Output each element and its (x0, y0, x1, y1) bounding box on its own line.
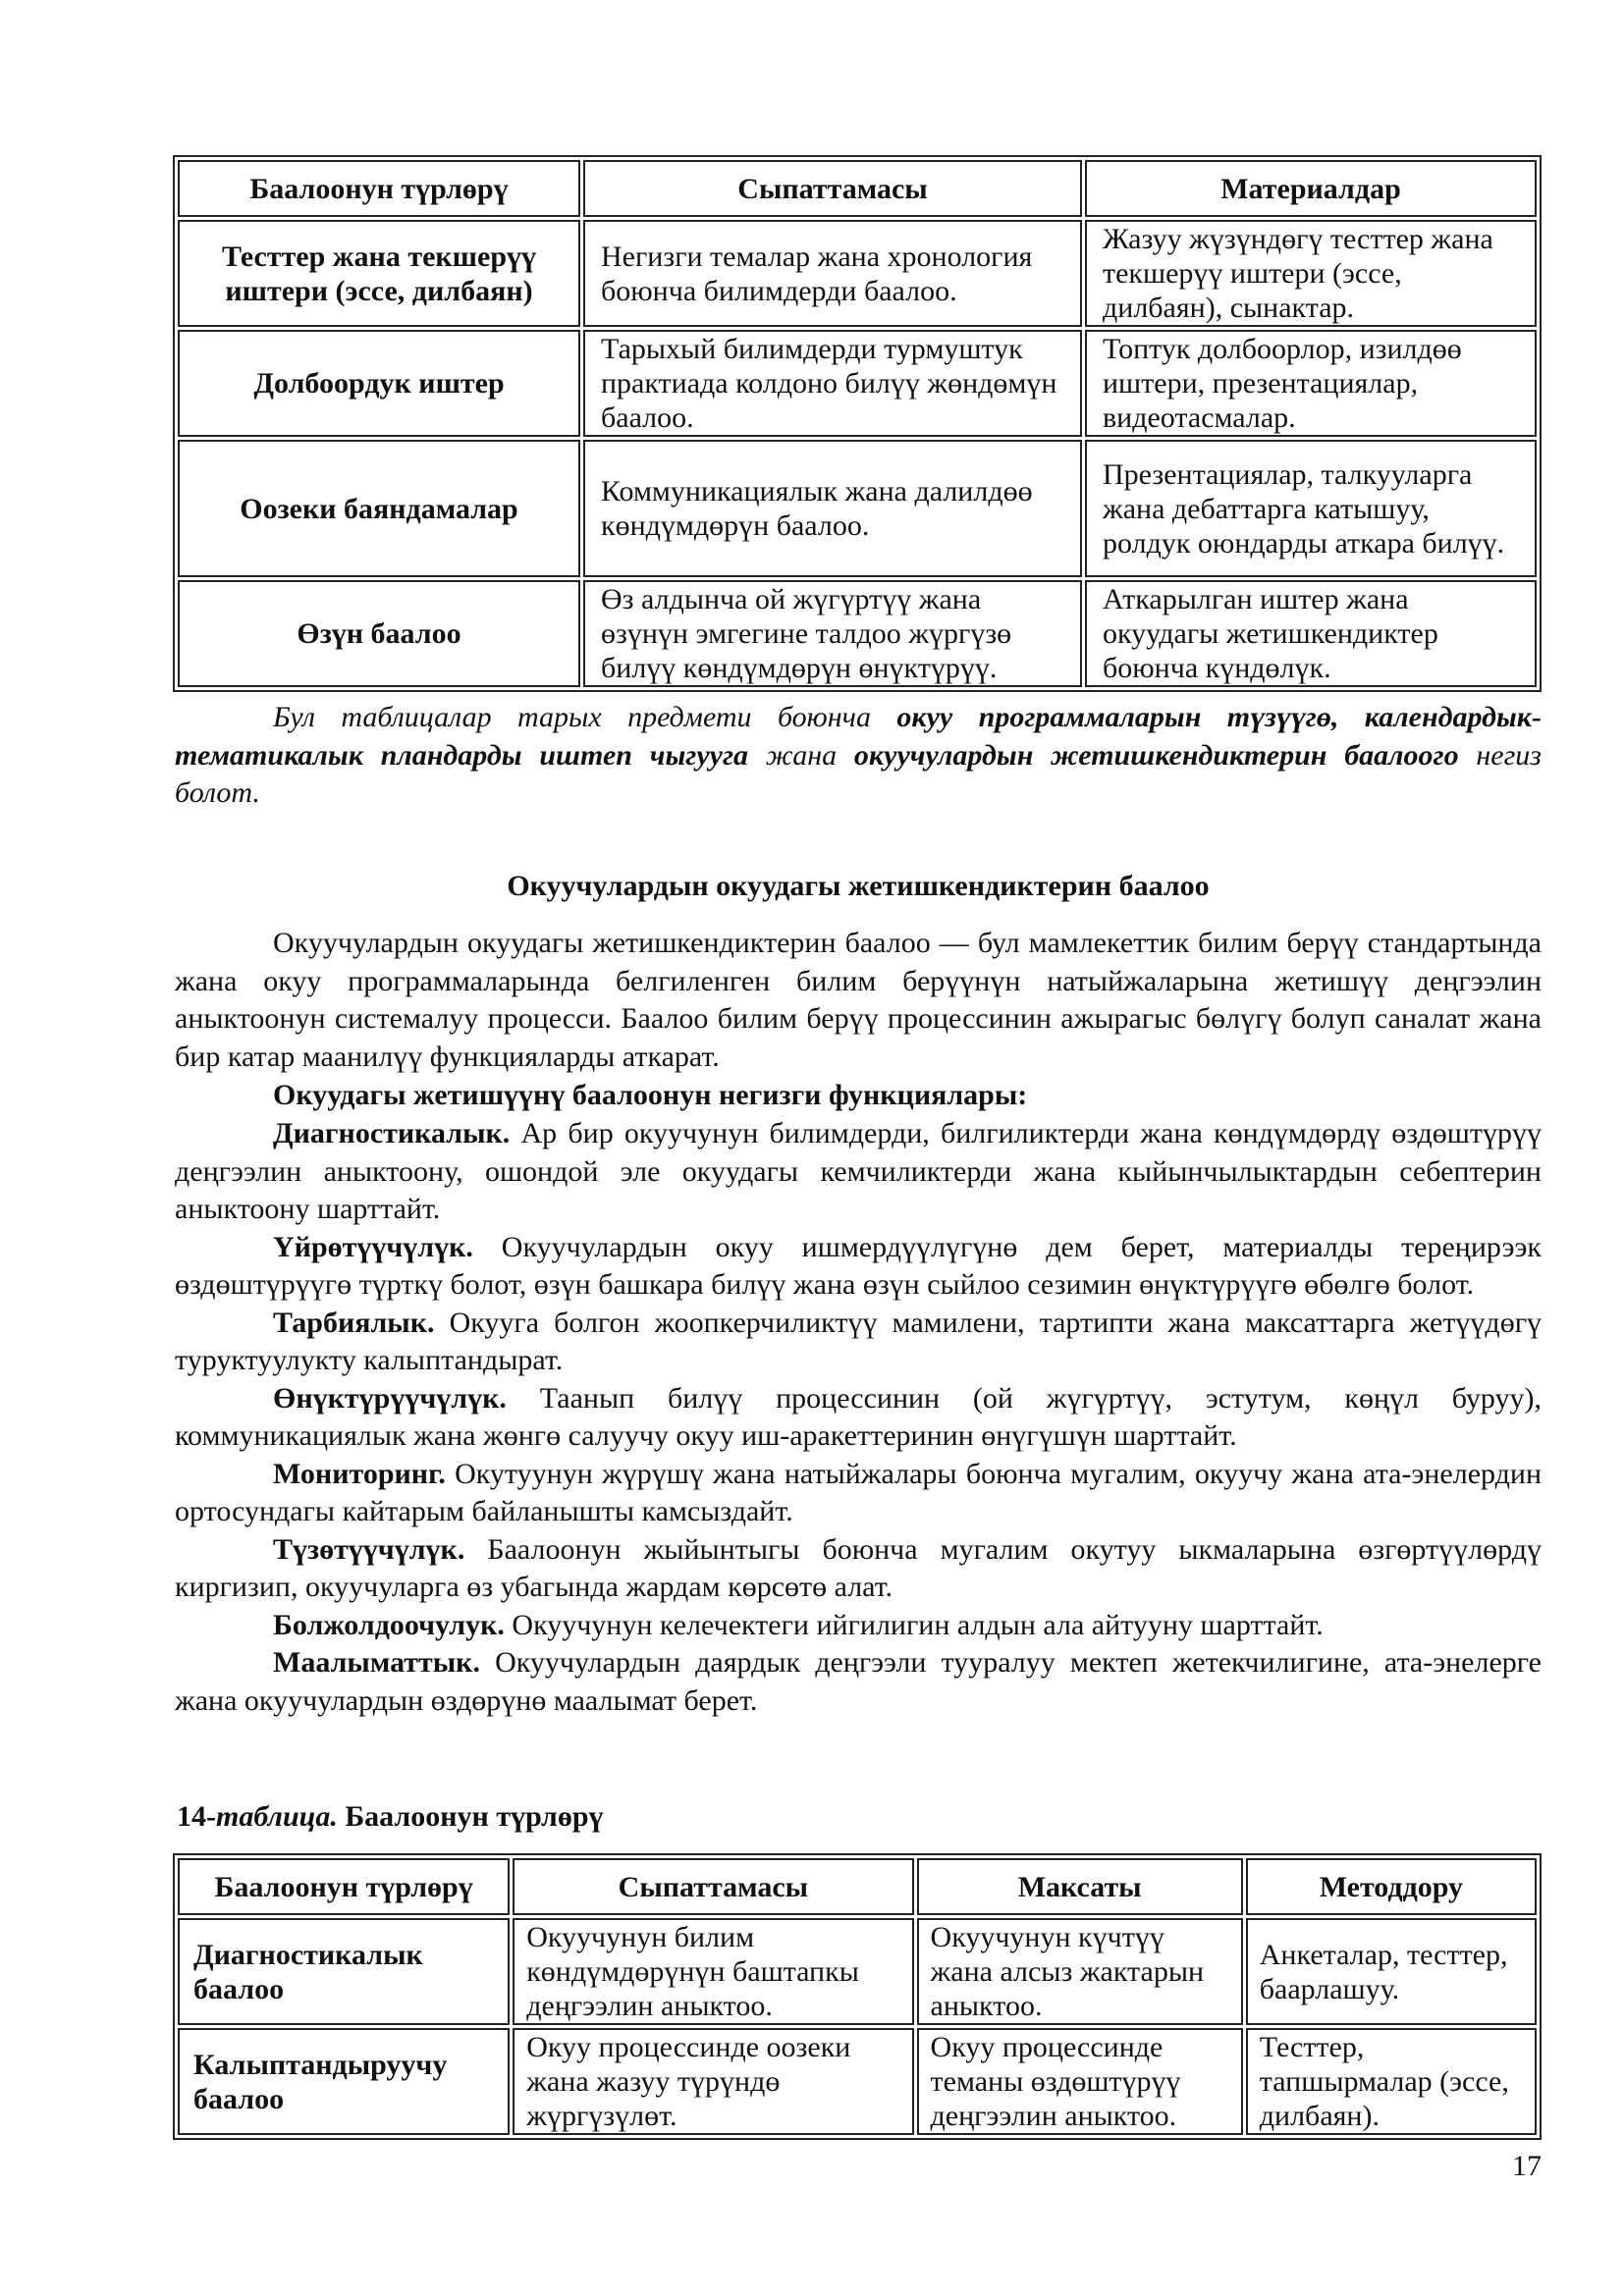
function-text: Окуучулардын даярдык деңгээли тууралуу мектеп жетекчилигине, ата-энелерге жана окуучулардын өздөрүнө маалымат берет. (175, 1646, 1542, 1717)
table-number: 14- (177, 1800, 216, 1833)
function-text: Окууга болгон жоопкерчиликтүү мамилени, тартипти жана максаттарга жетүүдөгү туруктуулукту калыптандырат. (175, 1306, 1542, 1376)
column-header: Сыпаттамасы (513, 1858, 913, 1915)
column-header: Баалоонун түрлөрү (178, 1858, 510, 1915)
column-header: Баалоонун түрлөрү (178, 160, 580, 217)
function-text: Таанып билүү процессинин (ой жүгүртүү, эстутум, көңүл буруу), коммуникациялык жана жөнгө салуучу окуу иш-аракеттеринин өнүгүшүн шарттайт. (175, 1381, 1542, 1452)
function-item (175, 1380, 1542, 1456)
goal-cell: Окуучунун күчтүү жана алсыз жактарын аныктоо. (917, 1918, 1243, 2025)
table-header-row (178, 160, 1537, 217)
function-term: Мониторинг. (273, 1457, 446, 1490)
note-text: Бул таблицалар тарых предмети боюнча (273, 701, 897, 733)
functions-heading: Окуудагы жетишүүнү баалоонун негизги функциялары: (273, 1079, 1028, 1111)
assessment-type-cell: Өзүн баалоо (178, 580, 580, 687)
function-item (175, 1305, 1542, 1380)
table-header-row (178, 1858, 1537, 1915)
function-text: Окутуунун жүрүшү жана натыйжалары боюнча мугалим, окуучу жана ата-энелердин ортосундагы кайтарым байланышты камсыздайт. (175, 1457, 1542, 1527)
assessment-type-cell: Диагностикалык баалоо (178, 1918, 510, 2025)
function-text: Ар бир окуучунун билимдерди, билгиликтерди жана көндүмдөрдү өздөштүрүү деңгээлин аныктоону, ошондой эле окуудагы кемчиликтерди жана кыйынчылыктардын себептерин аныктоону шарттайт. (175, 1117, 1542, 1225)
function-term: Болжолдоочулук. (273, 1608, 505, 1641)
page-number: 17 (1512, 2150, 1542, 2182)
table-note-paragraph (175, 699, 1542, 813)
function-term: Үйрөтүүчүлүк. (273, 1230, 473, 1263)
function-item (175, 1229, 1542, 1305)
materials-cell: Топтук долбоорлор, изилдөө иштери, презентациялар, видеотасмалар. (1085, 330, 1537, 437)
function-text: Баалоонун жыйынтыгы боюнча мугалим окутуу ыкмаларына өзгөртүүлөрдү киргизип, окуучуларга өз убагында жардам көрсөтө алат. (175, 1532, 1542, 1603)
methods-cell: Анкеталар, тесттер, баарлашуу. (1246, 1918, 1537, 2025)
materials-cell: Презентациялар, талкууларга жана дебаттарга катышуу, ролдук оюндарды аткара билүү. (1085, 440, 1537, 577)
function-item (175, 1456, 1542, 1531)
table-label: таблица. (216, 1800, 338, 1833)
table-row (178, 1918, 1537, 2025)
function-term: Маалыматтык. (273, 1646, 480, 1679)
table-row (178, 220, 1537, 327)
table-row (178, 2028, 1537, 2135)
table-caption (177, 1800, 604, 1834)
function-term: Диагностикалык. (273, 1117, 511, 1149)
assessment-type-cell: Калыптандыруучу баалоо (178, 2028, 510, 2135)
assessment-types-table (173, 1853, 1542, 2140)
functions-list (175, 1115, 1542, 1720)
assessment-type-cell: Тесттер жана текшерүү иштери (эссе, дилбаян) (178, 220, 580, 327)
assessment-type-cell: Оозеки баяндамалар (178, 440, 580, 577)
function-text: Окуучунун келечектеги ийгилигин алдын ала айтууну шарттайт. (504, 1608, 1324, 1641)
assessment-type-cell: Долбоордук иштер (178, 330, 580, 437)
function-item (175, 1644, 1542, 1720)
table-title: Баалоонун түрлөрү (337, 1800, 604, 1833)
materials-cell: Аткарылган иштер жана окуудагы жетишкендиктер боюнча күндөлүк. (1085, 580, 1537, 687)
goal-cell: Окуу процессинде теманы өздөштүрүү деңгээлин аныктоо. (917, 2028, 1243, 2135)
note-emphasis: окуучулардын жетишкендиктерин баалоого (853, 738, 1459, 772)
function-item (175, 1531, 1542, 1607)
column-header: Методдору (1246, 1858, 1537, 1915)
function-term: Түзөтүүчүлүк. (273, 1532, 465, 1566)
note-text: негиз болот. (175, 738, 1542, 809)
description-cell: Окуу процессинде оозеки жана жазуу түрүндө жүргүзүлөт. (513, 2028, 913, 2135)
intro-paragraph: Окуучулардын окуудагы жетишкендиктерин баалоо — бул мамлекеттик билим берүү стандартында жана окуу программаларында белгиленген билим берүүнүн натыйжаларына жетишүү деңгээлин аныктоонун системалуу процесси. Баалоо билим берүү процессинин ажырагыс бөлүгү болуп саналат жана бир катар маанилүү функцияларды аткарат. (175, 927, 1542, 1073)
function-text: Окуучулардын окуу ишмердүүлүгүнө дем берет, материалды тереңирээк өздөштүрүүгө түрткү болот, өзүн башкара билүү жана өзүн сыйлоо сезимин өнүктүрүүгө өбөлгө болот. (175, 1230, 1542, 1301)
function-item (175, 1607, 1542, 1645)
materials-cell: Жазуу жүзүндөгү тесттер жана текшерүү иштери (эссе, дилбаян), сынактар. (1085, 220, 1537, 327)
description-cell: Коммуникациялык жана далилдөө көндүмдөрүн баалоо. (583, 440, 1082, 577)
table-row (178, 330, 1537, 437)
column-header: Материалдар (1085, 160, 1537, 217)
table-row (178, 440, 1537, 577)
function-item (175, 1115, 1542, 1229)
section-title: Окуучулардын окуудагы жетишкендиктерин баалоо (507, 870, 1210, 902)
description-cell: Негизги темалар жана хронология боюнча билимдерди баалоо. (583, 220, 1082, 327)
note-emphasis: окуу программаларын түзүүгө, календардык-тематикалык пландарды иштеп чыгууга (175, 701, 1542, 772)
note-text: жана (748, 738, 854, 772)
description-cell: Өз алдынча ой жүгүртүү жана өзүнүн эмгегине талдоо жүргүзө билүү көндүмдөрүн өнүктүрүү. (583, 580, 1082, 687)
description-cell: Окуучунун билим көндүмдөрүнүн баштапкы деңгээлин аныктоо. (513, 1918, 913, 2025)
assessment-materials-table (173, 155, 1542, 692)
column-header: Максаты (917, 1858, 1243, 1915)
table-row (178, 580, 1537, 687)
function-term: Тарбиялык. (273, 1306, 435, 1339)
column-header: Сыпаттамасы (583, 160, 1082, 217)
methods-cell: Тесттер, тапшырмалар (эссе, дилбаян). (1246, 2028, 1537, 2135)
description-cell: Тарыхый билимдерди турмуштук практиада колдоно билүү жөндөмүн баалоо. (583, 330, 1082, 437)
function-term: Өнүктүрүүчүлүк. (273, 1381, 507, 1415)
